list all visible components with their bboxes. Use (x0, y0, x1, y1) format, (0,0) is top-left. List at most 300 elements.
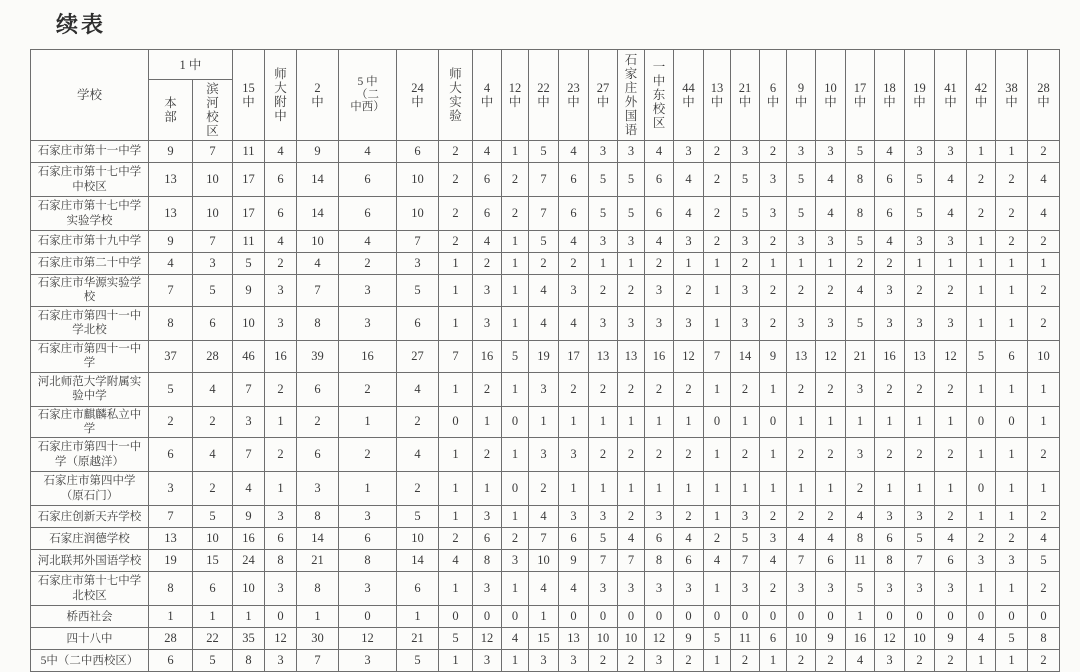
value-cell: 7 (397, 231, 439, 253)
value-cell: 4 (1028, 163, 1060, 197)
value-cell: 2 (618, 275, 645, 307)
header-c13: 13 中 (704, 50, 731, 141)
school-name-cell: 石家庄市第二十中学 (31, 253, 149, 275)
value-cell: 35 (233, 628, 265, 650)
value-cell: 2 (439, 197, 473, 231)
value-cell: 0 (439, 406, 473, 438)
value-cell: 3 (589, 506, 618, 528)
value-cell: 2 (473, 253, 502, 275)
value-cell: 8 (846, 528, 875, 550)
value-cell: 2 (149, 406, 193, 438)
value-cell: 2 (935, 438, 967, 472)
value-cell: 10 (233, 572, 265, 606)
value-cell: 1 (149, 606, 193, 628)
value-cell: 12 (935, 340, 967, 372)
value-cell: 2 (339, 438, 397, 472)
value-cell: 11 (233, 231, 265, 253)
header-c23: 23 中 (559, 50, 589, 141)
value-cell: 7 (193, 231, 233, 253)
value-cell: 4 (875, 141, 905, 163)
value-cell: 3 (233, 406, 265, 438)
header-school: 学校 (31, 50, 149, 141)
value-cell: 16 (473, 340, 502, 372)
value-cell: 12 (645, 628, 674, 650)
value-cell: 2 (760, 231, 787, 253)
value-cell: 10 (618, 628, 645, 650)
value-cell: 3 (529, 650, 559, 672)
value-cell: 2 (618, 438, 645, 472)
value-cell: 3 (149, 472, 193, 506)
value-cell: 4 (529, 506, 559, 528)
value-cell: 2 (816, 275, 846, 307)
value-cell: 1 (439, 472, 473, 506)
value-cell: 2 (1028, 438, 1060, 472)
value-cell: 12 (339, 628, 397, 650)
value-cell: 1 (846, 406, 875, 438)
value-cell: 1 (618, 406, 645, 438)
value-cell: 2 (502, 528, 529, 550)
table-header (31, 50, 1060, 141)
value-cell: 1 (529, 606, 559, 628)
value-cell: 9 (297, 141, 339, 163)
value-cell: 5 (731, 163, 760, 197)
value-cell: 7 (297, 650, 339, 672)
value-cell: 3 (529, 438, 559, 472)
value-cell: 2 (1028, 231, 1060, 253)
value-cell: 2 (559, 372, 589, 406)
value-cell: 0 (731, 606, 760, 628)
value-cell: 8 (265, 550, 297, 572)
value-cell: 4 (1028, 197, 1060, 231)
value-cell: 3 (935, 231, 967, 253)
value-cell: 3 (339, 506, 397, 528)
value-cell: 3 (265, 275, 297, 307)
value-cell: 3 (589, 306, 618, 340)
value-cell: 16 (233, 528, 265, 550)
value-cell: 13 (787, 340, 816, 372)
value-cell: 10 (529, 550, 559, 572)
value-cell: 7 (529, 197, 559, 231)
value-cell: 1 (529, 406, 559, 438)
value-cell: 2 (439, 528, 473, 550)
school-name-cell: 石家庄市麒麟私立中学 (31, 406, 149, 438)
value-cell: 6 (674, 550, 704, 572)
school-name-cell: 5中（二中西校区） (31, 650, 149, 672)
value-cell: 3 (645, 306, 674, 340)
value-cell: 1 (473, 406, 502, 438)
value-cell: 1 (996, 372, 1028, 406)
value-cell: 30 (297, 628, 339, 650)
value-cell: 3 (339, 650, 397, 672)
value-cell: 3 (618, 141, 645, 163)
value-cell: 4 (193, 372, 233, 406)
value-cell: 9 (674, 628, 704, 650)
value-cell: 1 (996, 141, 1028, 163)
value-cell: 2 (935, 506, 967, 528)
value-cell: 5 (787, 197, 816, 231)
table-row (31, 141, 1060, 163)
value-cell: 5 (397, 506, 439, 528)
value-cell: 4 (618, 528, 645, 550)
value-cell: 3 (645, 650, 674, 672)
value-cell: 3 (731, 141, 760, 163)
value-cell: 2 (589, 650, 618, 672)
value-cell: 1 (935, 253, 967, 275)
value-cell: 2 (559, 253, 589, 275)
value-cell: 3 (816, 306, 846, 340)
value-cell: 2 (529, 253, 559, 275)
value-cell: 6 (149, 438, 193, 472)
value-cell: 1 (760, 372, 787, 406)
value-cell: 27 (397, 340, 439, 372)
value-cell: 2 (1028, 572, 1060, 606)
table-row (31, 550, 1060, 572)
value-cell: 3 (846, 372, 875, 406)
value-cell: 1 (439, 572, 473, 606)
value-cell: 14 (297, 528, 339, 550)
value-cell: 8 (297, 572, 339, 606)
value-cell: 3 (559, 438, 589, 472)
value-cell: 1 (297, 606, 339, 628)
value-cell: 4 (816, 163, 846, 197)
value-cell: 1 (704, 506, 731, 528)
value-cell: 1 (967, 372, 996, 406)
value-cell: 1 (704, 275, 731, 307)
header-c12: 12 中 (502, 50, 529, 141)
value-cell: 1 (704, 572, 731, 606)
value-cell: 4 (529, 572, 559, 606)
value-cell: 9 (149, 141, 193, 163)
value-cell: 2 (996, 231, 1028, 253)
value-cell: 1 (439, 306, 473, 340)
value-cell: 2 (704, 528, 731, 550)
value-cell: 4 (816, 528, 846, 550)
value-cell: 1 (339, 472, 397, 506)
value-cell: 0 (875, 606, 905, 628)
table-row (31, 606, 1060, 628)
value-cell: 1 (996, 306, 1028, 340)
value-cell: 7 (193, 141, 233, 163)
value-cell: 6 (473, 163, 502, 197)
value-cell: 3 (529, 372, 559, 406)
value-cell: 10 (193, 163, 233, 197)
value-cell: 2 (905, 438, 935, 472)
value-cell: 4 (559, 306, 589, 340)
value-cell: 1 (1028, 253, 1060, 275)
value-cell: 2 (397, 406, 439, 438)
value-cell: 2 (996, 528, 1028, 550)
value-cell: 4 (559, 231, 589, 253)
school-name-cell: 石家庄市第四中学（原石门） (31, 472, 149, 506)
value-cell: 12 (816, 340, 846, 372)
value-cell: 4 (339, 231, 397, 253)
value-cell: 6 (473, 528, 502, 550)
value-cell: 8 (846, 163, 875, 197)
value-cell: 19 (529, 340, 559, 372)
value-cell: 2 (731, 650, 760, 672)
value-cell: 3 (816, 231, 846, 253)
value-cell: 2 (645, 438, 674, 472)
header-c27: 27 中 (589, 50, 618, 141)
value-cell: 1 (502, 253, 529, 275)
value-cell: 3 (589, 572, 618, 606)
value-cell: 3 (589, 231, 618, 253)
value-cell: 7 (233, 372, 265, 406)
value-cell: 7 (704, 340, 731, 372)
value-cell: 2 (589, 438, 618, 472)
value-cell: 39 (297, 340, 339, 372)
value-cell: 4 (760, 550, 787, 572)
value-cell: 1 (502, 506, 529, 528)
value-cell: 5 (529, 141, 559, 163)
value-cell: 5 (193, 650, 233, 672)
value-cell: 2 (645, 253, 674, 275)
value-cell: 4 (529, 275, 559, 307)
value-cell: 5 (233, 253, 265, 275)
value-cell: 4 (339, 141, 397, 163)
value-cell: 6 (265, 197, 297, 231)
value-cell: 3 (846, 438, 875, 472)
value-cell: 1 (935, 472, 967, 506)
value-cell: 17 (233, 163, 265, 197)
value-cell: 4 (559, 141, 589, 163)
value-cell: 2 (760, 506, 787, 528)
value-cell: 2 (297, 406, 339, 438)
value-cell: 6 (297, 372, 339, 406)
value-cell: 3 (905, 141, 935, 163)
value-cell: 2 (787, 650, 816, 672)
value-cell: 6 (397, 572, 439, 606)
value-cell: 1 (996, 438, 1028, 472)
value-cell: 3 (473, 306, 502, 340)
value-cell: 1 (760, 253, 787, 275)
value-cell: 2 (787, 275, 816, 307)
value-cell: 2 (816, 650, 846, 672)
value-cell: 22 (193, 628, 233, 650)
value-cell: 5 (905, 163, 935, 197)
value-cell: 13 (905, 340, 935, 372)
value-cell: 1 (339, 406, 397, 438)
value-cell: 2 (502, 163, 529, 197)
value-cell: 1 (967, 275, 996, 307)
value-cell: 4 (149, 253, 193, 275)
value-cell: 3 (265, 650, 297, 672)
value-cell: 4 (265, 141, 297, 163)
value-cell: 2 (704, 141, 731, 163)
table-row (31, 340, 1060, 372)
value-cell: 9 (233, 506, 265, 528)
value-cell: 1 (816, 406, 846, 438)
value-cell: 14 (297, 163, 339, 197)
value-cell: 2 (760, 306, 787, 340)
value-cell: 1 (704, 372, 731, 406)
header-binhe: 滨 河 校 区 (193, 80, 233, 141)
value-cell: 5 (996, 628, 1028, 650)
value-cell: 3 (674, 572, 704, 606)
value-cell: 2 (731, 438, 760, 472)
value-cell: 3 (760, 528, 787, 550)
value-cell: 2 (529, 472, 559, 506)
value-cell: 2 (816, 438, 846, 472)
value-cell: 4 (816, 197, 846, 231)
value-cell: 3 (265, 306, 297, 340)
value-cell: 4 (473, 231, 502, 253)
value-cell: 1 (439, 438, 473, 472)
value-cell: 1 (704, 472, 731, 506)
value-cell: 5 (787, 163, 816, 197)
value-cell: 2 (618, 506, 645, 528)
value-cell: 2 (193, 472, 233, 506)
value-cell: 15 (529, 628, 559, 650)
school-name-cell: 河北师范大学附属实验中学 (31, 372, 149, 406)
value-cell: 3 (935, 572, 967, 606)
value-cell: 3 (875, 650, 905, 672)
header-c18: 18 中 (875, 50, 905, 141)
value-cell: 7 (529, 163, 559, 197)
value-cell: 3 (731, 306, 760, 340)
header-c2: 2 中 (297, 50, 339, 141)
school-name-cell: 石家庄市第十九中学 (31, 231, 149, 253)
value-cell: 1 (674, 406, 704, 438)
value-cell: 4 (439, 550, 473, 572)
value-cell: 1 (905, 472, 935, 506)
value-cell: 3 (875, 506, 905, 528)
value-cell: 1 (967, 650, 996, 672)
value-cell: 3 (905, 572, 935, 606)
value-cell: 0 (760, 406, 787, 438)
value-cell: 1 (935, 406, 967, 438)
value-cell: 1 (760, 438, 787, 472)
value-cell: 2 (589, 372, 618, 406)
school-name-cell: 石家庄市第四十一中学（原越洋） (31, 438, 149, 472)
value-cell: 4 (265, 231, 297, 253)
header-c17: 17 中 (846, 50, 875, 141)
value-cell: 4 (645, 231, 674, 253)
value-cell: 9 (816, 628, 846, 650)
value-cell: 9 (149, 231, 193, 253)
value-cell: 2 (473, 372, 502, 406)
value-cell: 3 (674, 231, 704, 253)
value-cell: 10 (397, 528, 439, 550)
table-row (31, 306, 1060, 340)
value-cell: 5 (193, 506, 233, 528)
value-cell: 4 (846, 275, 875, 307)
value-cell: 1 (1028, 472, 1060, 506)
value-cell: 4 (529, 306, 559, 340)
value-cell: 15 (193, 550, 233, 572)
value-cell: 2 (935, 372, 967, 406)
header-c22: 22 中 (529, 50, 559, 141)
value-cell: 4 (1028, 528, 1060, 550)
value-cell: 3 (473, 650, 502, 672)
value-cell: 10 (193, 197, 233, 231)
value-cell: 2 (875, 438, 905, 472)
value-cell: 1 (731, 406, 760, 438)
value-cell: 1 (704, 438, 731, 472)
value-cell: 4 (233, 472, 265, 506)
value-cell: 4 (875, 231, 905, 253)
value-cell: 3 (645, 506, 674, 528)
value-cell: 13 (559, 628, 589, 650)
value-cell: 6 (935, 550, 967, 572)
table-body (31, 141, 1060, 672)
value-cell: 2 (674, 650, 704, 672)
value-cell: 16 (265, 340, 297, 372)
value-cell: 2 (339, 372, 397, 406)
value-cell: 13 (618, 340, 645, 372)
value-cell: 3 (875, 572, 905, 606)
value-cell: 2 (935, 650, 967, 672)
value-cell: 1 (996, 253, 1028, 275)
value-cell: 0 (559, 606, 589, 628)
value-cell: 2 (674, 438, 704, 472)
value-cell: 0 (439, 606, 473, 628)
value-cell: 17 (559, 340, 589, 372)
value-cell: 14 (397, 550, 439, 572)
value-cell: 16 (875, 340, 905, 372)
value-cell: 5 (704, 628, 731, 650)
value-cell: 1 (502, 372, 529, 406)
value-cell: 3 (502, 550, 529, 572)
value-cell: 5 (846, 231, 875, 253)
school-name-cell: 石家庄市第十七中学实验学校 (31, 197, 149, 231)
value-cell: 3 (473, 572, 502, 606)
value-cell: 1 (905, 406, 935, 438)
header-c5exw: 5 中 （二 中西） (339, 50, 397, 141)
value-cell: 10 (1028, 340, 1060, 372)
value-cell: 5 (589, 163, 618, 197)
value-cell: 1 (502, 275, 529, 307)
value-cell: 2 (787, 372, 816, 406)
value-cell: 0 (967, 472, 996, 506)
value-cell: 0 (502, 472, 529, 506)
table-row (31, 572, 1060, 606)
value-cell: 1 (233, 606, 265, 628)
table-row (31, 163, 1060, 197)
value-cell: 6 (339, 163, 397, 197)
value-cell: 7 (731, 550, 760, 572)
value-cell: 2 (935, 275, 967, 307)
value-cell: 2 (1028, 506, 1060, 528)
table-row (31, 438, 1060, 472)
value-cell: 2 (645, 372, 674, 406)
value-cell: 6 (875, 528, 905, 550)
value-cell: 1 (502, 650, 529, 672)
value-cell: 0 (787, 606, 816, 628)
value-cell: 1 (816, 253, 846, 275)
value-cell: 8 (297, 506, 339, 528)
value-cell: 7 (589, 550, 618, 572)
value-cell: 0 (760, 606, 787, 628)
table-row (31, 506, 1060, 528)
value-cell: 3 (905, 306, 935, 340)
page-title: 续表 (56, 12, 107, 37)
value-cell: 2 (674, 275, 704, 307)
header-benbu: 本 部 (149, 80, 193, 141)
header-c6: 6 中 (760, 50, 787, 141)
value-cell: 37 (149, 340, 193, 372)
value-cell: 12 (674, 340, 704, 372)
value-cell: 1 (846, 606, 875, 628)
table-row (31, 231, 1060, 253)
value-cell: 1 (787, 253, 816, 275)
school-name-cell: 石家庄市第四十一中学北校 (31, 306, 149, 340)
table-row (31, 406, 1060, 438)
value-cell: 3 (645, 275, 674, 307)
value-cell: 1 (967, 306, 996, 340)
value-cell: 4 (704, 550, 731, 572)
value-cell: 9 (760, 340, 787, 372)
